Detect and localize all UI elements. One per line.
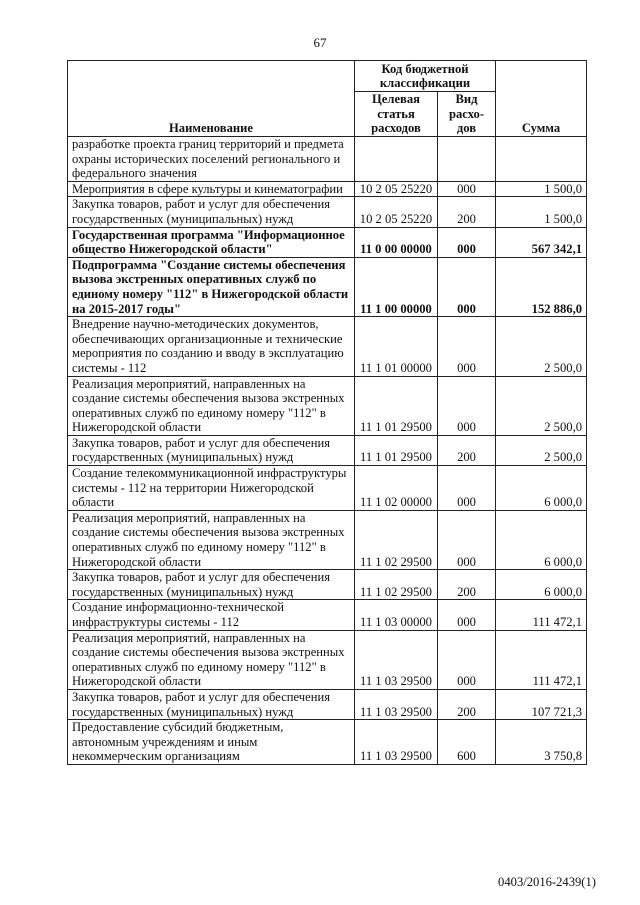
row-target-code: 11 1 00 00000 xyxy=(355,257,438,316)
row-sum: 6 000,0 xyxy=(496,466,587,511)
header-name: Наименование xyxy=(68,61,355,137)
row-sum: 152 886,0 xyxy=(496,257,587,316)
row-name: Создание информационно-технической инфраструктуры системы - 112 xyxy=(68,600,355,630)
row-target-code: 11 1 02 29500 xyxy=(355,570,438,600)
row-name: разработке проекта границ территорий и предмета охраны исторических поселений регионального и федерального значения xyxy=(68,137,355,182)
row-expense-kind: 600 xyxy=(438,720,496,765)
row-target-code: 11 1 01 29500 xyxy=(355,376,438,435)
row-name: Реализация мероприятий, направленных на создание системы обеспечения вызова экстренных оперативных служб по единому номеру "112" в Нижегородской области xyxy=(68,630,355,689)
header-row xyxy=(68,61,587,92)
table-row xyxy=(68,510,587,569)
table-body xyxy=(68,137,587,765)
row-target-code: 11 1 03 29500 xyxy=(355,689,438,719)
budget-table xyxy=(67,60,587,765)
row-expense-kind: 000 xyxy=(438,317,496,376)
row-name: Реализация мероприятий, направленных на создание системы обеспечения вызова экстренных оперативных служб по единому номеру "112" в Нижегородской области xyxy=(68,376,355,435)
table-row xyxy=(68,197,587,227)
row-expense-kind: 200 xyxy=(438,197,496,227)
row-target-code: 11 1 02 00000 xyxy=(355,466,438,511)
row-expense-kind: 000 xyxy=(438,257,496,316)
row-expense-kind: 200 xyxy=(438,689,496,719)
table-row xyxy=(68,720,587,765)
row-sum: 111 472,1 xyxy=(496,600,587,630)
row-target-code: 11 1 02 29500 xyxy=(355,510,438,569)
document-code: 0403/2016-2439(1) xyxy=(498,875,596,889)
table-row xyxy=(68,630,587,689)
row-sum: 2 500,0 xyxy=(496,376,587,435)
row-name: Внедрение научно-методических документов, обеспечивающих организационные и технические мероприятия по созданию и вводу в эксплуатацию системы - 112 xyxy=(68,317,355,376)
table-row xyxy=(68,376,587,435)
row-sum: 6 000,0 xyxy=(496,510,587,569)
table-row xyxy=(68,689,587,719)
row-expense-kind: 000 xyxy=(438,600,496,630)
row-name: Закупка товаров, работ и услуг для обеспечения государственных (муниципальных) нужд xyxy=(68,570,355,600)
row-sum: 6 000,0 xyxy=(496,570,587,600)
row-target-code: 11 0 00 00000 xyxy=(355,227,438,257)
row-name: Закупка товаров, работ и услуг для обеспечения государственных (муниципальных) нужд xyxy=(68,689,355,719)
row-name: Мероприятия в сфере культуры и кинематографии xyxy=(68,181,355,197)
row-name: Создание телекоммуникационной инфраструктуры системы - 112 на территории Нижегородской области xyxy=(68,466,355,511)
row-expense-kind: 000 xyxy=(438,376,496,435)
row-sum: 2 500,0 xyxy=(496,317,587,376)
page-number: 67 xyxy=(313,35,327,50)
row-target-code: 11 1 03 00000 xyxy=(355,600,438,630)
row-target-code: 11 1 01 29500 xyxy=(355,435,438,465)
row-sum: 111 472,1 xyxy=(496,630,587,689)
table-row xyxy=(68,257,587,316)
row-sum: 3 750,8 xyxy=(496,720,587,765)
row-expense-kind: 200 xyxy=(438,435,496,465)
row-target-code: 10 2 05 25220 xyxy=(355,197,438,227)
table-row xyxy=(68,181,587,197)
row-sum: 567 342,1 xyxy=(496,227,587,257)
table-row xyxy=(68,435,587,465)
row-sum: 1 500,0 xyxy=(496,197,587,227)
row-sum: 1 500,0 xyxy=(496,181,587,197)
row-expense-kind: 000 xyxy=(438,181,496,197)
row-expense-kind xyxy=(438,137,496,182)
row-target-code: 10 2 05 25220 xyxy=(355,181,438,197)
table-row xyxy=(68,600,587,630)
row-target-code: 11 1 03 29500 xyxy=(355,630,438,689)
header-target: Целевая статья расходов xyxy=(355,92,438,137)
row-target-code: 11 1 01 00000 xyxy=(355,317,438,376)
row-target-code xyxy=(355,137,438,182)
row-sum: 2 500,0 xyxy=(496,435,587,465)
row-name: Реализация мероприятий, направленных на создание системы обеспечения вызова экстренных оперативных служб по единому номеру "112" в Нижегородской области xyxy=(68,510,355,569)
row-name: Предоставление субсидий бюджетным, автономным учреждениям и иным некоммерческим организациям xyxy=(68,720,355,765)
row-name: Подпрограмма "Создание системы обеспечения вызова экстренных оперативных служб по единому номеру "112" в Нижегородской области на 2015-2017 годы" xyxy=(68,257,355,316)
row-name: Государственная программа "Информационное общество Нижегородской области" xyxy=(68,227,355,257)
row-name: Закупка товаров, работ и услуг для обеспечения государственных (муниципальных) нужд xyxy=(68,197,355,227)
table-row xyxy=(68,570,587,600)
row-sum: 107 721,3 xyxy=(496,689,587,719)
row-target-code: 11 1 03 29500 xyxy=(355,720,438,765)
table-row xyxy=(68,317,587,376)
table-row xyxy=(68,137,587,182)
row-expense-kind: 000 xyxy=(438,510,496,569)
row-expense-kind: 200 xyxy=(438,570,496,600)
row-expense-kind: 000 xyxy=(438,630,496,689)
row-sum xyxy=(496,137,587,182)
table-row xyxy=(68,466,587,511)
row-name: Закупка товаров, работ и услуг для обеспечения государственных (муниципальных) нужд xyxy=(68,435,355,465)
header-sum: Сумма xyxy=(496,61,587,137)
row-expense-kind: 000 xyxy=(438,466,496,511)
header-kind: Вид расхо-дов xyxy=(438,92,496,137)
table-row xyxy=(68,227,587,257)
header-code-group: Код бюджетной классификации xyxy=(355,61,496,92)
row-expense-kind: 000 xyxy=(438,227,496,257)
